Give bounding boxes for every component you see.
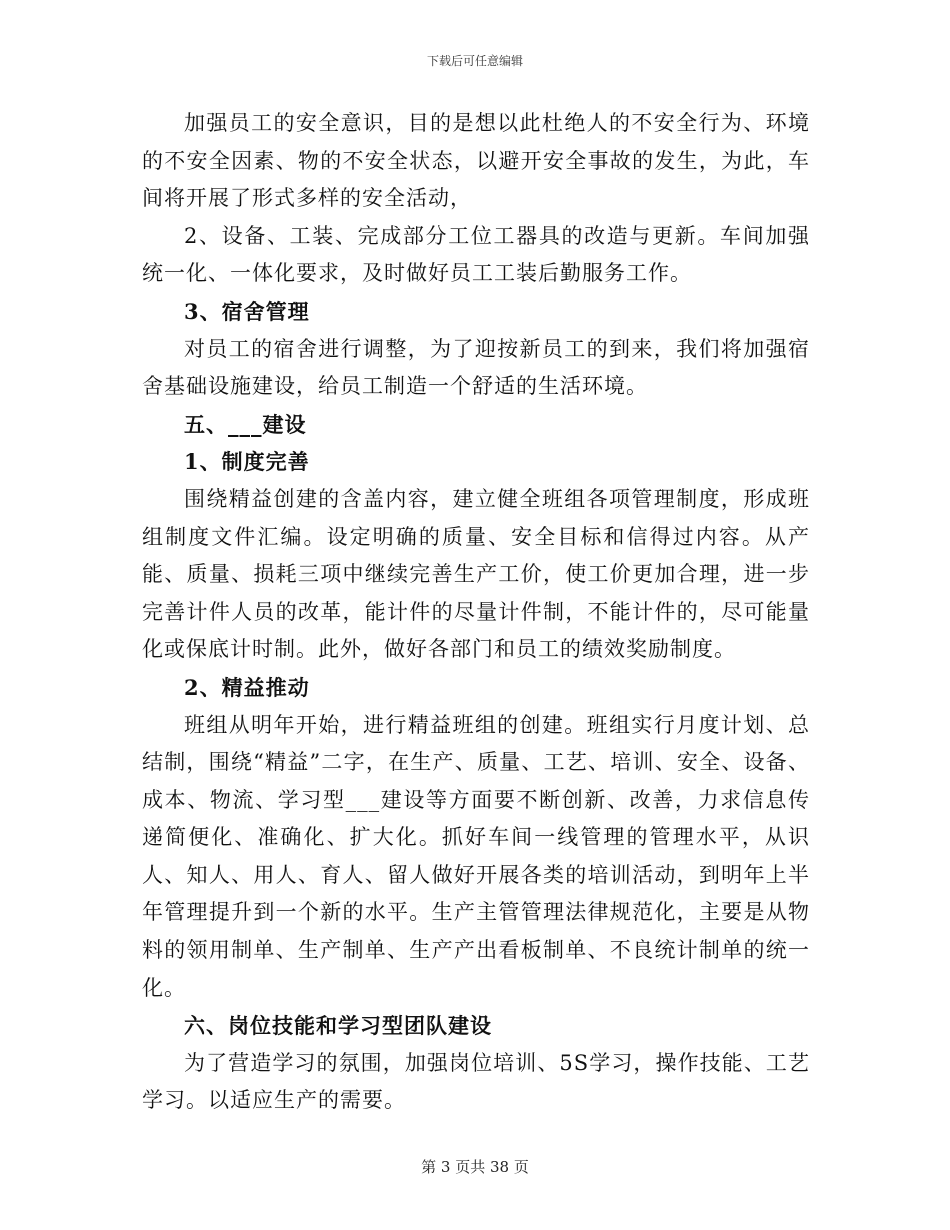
paragraph-dormitory: 对员工的宿舍进行调整，为了迎按新员工的到来，我们将加强宿舍基础设施建设，给员工制造一个舒适的生活环境。 (142, 336, 810, 399)
page-header: 下载后可任意编辑 (426, 54, 523, 68)
heading-lean-promotion: 2、精益推动 (184, 674, 310, 700)
page-number: 第 3 页共 38 页 (421, 1158, 529, 1176)
heading-dormitory: 3、宿舍管理 (184, 298, 310, 324)
heading-section-six: 六、岗位技能和学习型团队建设 (184, 1013, 492, 1039)
paragraph-safety-awareness: 加强员工的安全意识，目的是想以此杜绝人的不安全行为、环境的不安全因素、物的不安全状态，以避开安全事故的发生，为此，车间将开展了形式多样的安全活动， (142, 111, 810, 211)
paragraph-system-improvement: 围绕精益创建的含盖内容，建立健全班组各项管理制度，形成班组制度文件汇编。设定明确的质量、安全目标和信得过内容。从产能、质量、损耗三项中继续完善生产工价，使工价更加合理，进一步完善计件人员的改革，能计件的尽量计件制，不能计件的，尽可能量化或保底计时制。此外，做好各部门和员工的绩效奖励制度。 (142, 486, 810, 662)
heading-section-five: 五、___建设 (184, 411, 307, 437)
paragraph-equipment: 2、设备、工装、完成部分工位工器具的改造与更新。车间加强统一化、一体化要求，及时做好员工工装后勤服务工作。 (142, 223, 810, 286)
paragraph-lean-promotion: 班组从明年开始，进行精益班组的创建。班组实行月度计划、总结制，围绕“精益”二字，在生产、质量、工艺、培训、安全、设备、成本、物流、学习型___建设等方面要不断创新、改善，力求信息传递简便化、准确化、扩大化。抓好车间一线管理的管理水平，从识人、知人、用人、育人、留人做好开展各类的培训活动，到明年上半年管理提升到一个新的水平。生产主管管理法律规范化，主要是从物料的领用制单、生产制单、生产产出看板制单、不良统计制单的统一化。 (142, 712, 810, 1000)
heading-system-improvement: 1、制度完善 (184, 449, 310, 475)
paragraph-learning: 为了营造学习的氛围，加强岗位培训、5S学习，操作技能、工艺学习。以适应生产的需要。 (142, 1050, 810, 1113)
document-body (142, 105, 810, 1120)
